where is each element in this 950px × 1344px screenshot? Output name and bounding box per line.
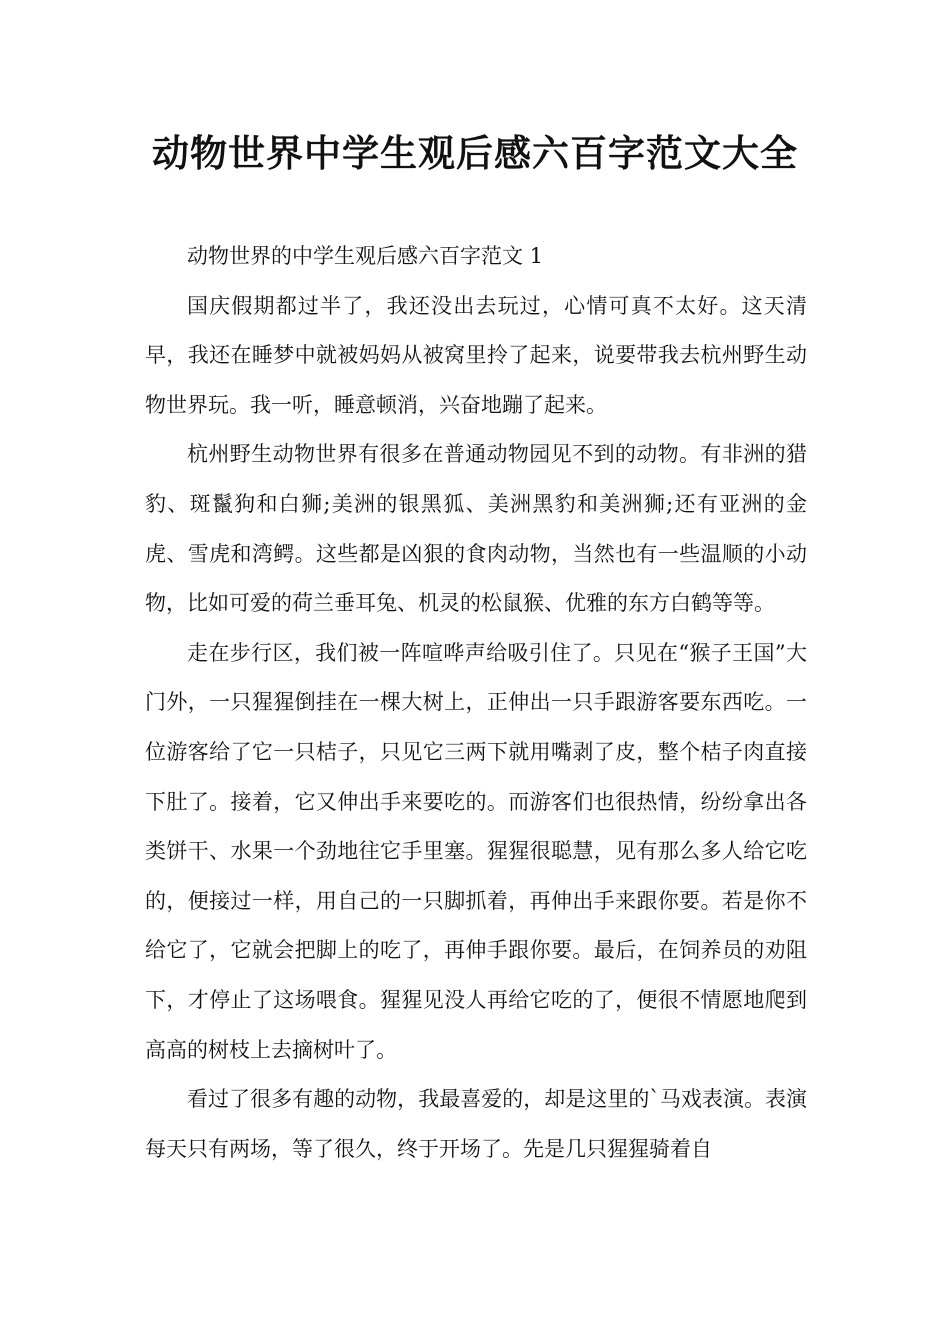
document-title: 动物世界中学生观后感六百字范文大全 xyxy=(152,132,798,175)
paragraph-2: 杭州野生动物世界有很多在普通动物园见不到的动物。有非洲的猎豹、斑鬣狗和白狮;美洲的银黑狐、美洲黑豹和美洲狮;还有亚洲的金虎、雪虎和湾鳄。这些都是凶狠的食肉动物，当然也有一些温顺的小动物，比如可爱的荷兰垂耳兔、机灵的松鼠猴、优雅的东方白鹤等等。 xyxy=(145,442,807,616)
paragraph-4: 看过了很多有趣的动物，我最喜爱的，却是这里的`马戏表演。表演每天只有两场，等了很久，终于开场了。先是几只猩猩骑着自 xyxy=(145,1087,807,1161)
section-heading: 动物世界的中学生观后感六百字范文 1 xyxy=(187,244,544,268)
paragraph-1: 国庆假期都过半了，我还没出去玩过，心情可真不太好。这天清早，我还在睡梦中就被妈妈从被窝里拎了起来，说要带我去杭州野生动物世界玩。我一听，睡意顿消，兴奋地蹦了起来。 xyxy=(145,293,807,417)
paragraph-3: 走在步行区，我们被一阵喧哗声给吸引住了。只见在“猴子王国”大门外，一只猩猩倒挂在一棵大树上，正伸出一只手跟游客要东西吃。一位游客给了它一只桔子，只见它三两下就用嘴剥了皮，整个桔子肉直接下肚了。接着，它又伸出手来要吃的。而游客们也很热情，纷纷拿出各类饼干、水果一个劲地往它手里塞。猩猩很聪慧，见有那么多人给它吃的，便接过一样，用自己的一只脚抓着，再伸出手来跟你要。若是你不给它了，它就会把脚上的吃了，再伸手跟你要。最后，在饲养员的劝阻下，才停止了这场喂食。猩猩见没人再给它吃的了，便很不情愿地爬到高高的树枝上去摘树叶了。 xyxy=(145,640,807,1062)
document-body xyxy=(145,232,807,1174)
